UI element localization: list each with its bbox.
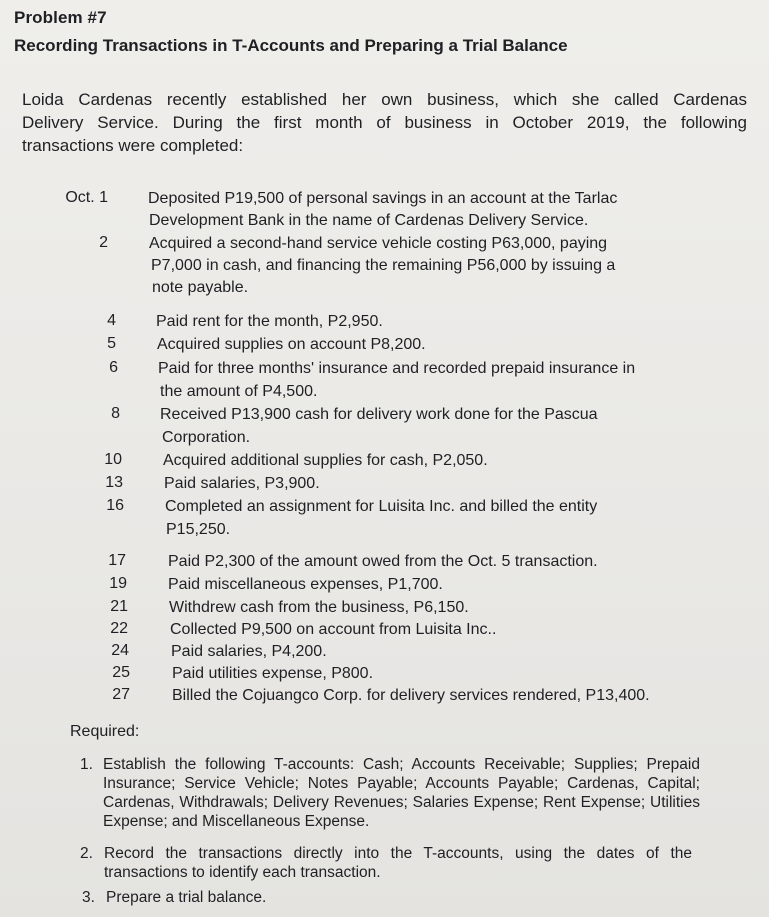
transaction-date: 6 [109,359,118,376]
transaction-text: Paid for three months' insurance and recorded prepaid insurance in [158,360,636,377]
transaction-text: Billed the Cojuangco Corp. for delivery services rendered, P13,400. [172,687,650,704]
intro-line: Loida Cardenas recently established her own business, which she called Cardenas [22,90,747,109]
required-item-number: 2. [80,845,93,862]
transaction-text: Paid salaries, P3,900. [164,475,320,492]
transaction-text: Paid rent for the month, P2,950. [156,313,383,330]
required-item-number: 3. [82,889,95,906]
transaction-text: Received P13,900 cash for delivery work done for the Pascua [160,406,598,423]
transaction-text: the amount of P4,500. [160,383,318,400]
intro-line: transactions were completed: [22,136,244,155]
intro-paragraph [22,88,747,157]
transaction-date: 8 [111,405,120,422]
transaction-text: Deposited P19,500 of personal savings in an account at the Tarlac [148,190,618,207]
transaction-text: Withdrew cash from the business, P6,150. [169,599,469,616]
intro-line: Delivery Service. During the first month of business in October 2019, the following [22,113,747,132]
transaction-text: Paid utilities expense, P800. [172,665,374,682]
transaction-text: Acquired supplies on account P8,200. [157,336,426,353]
required-heading: Required: [70,723,140,740]
required-item-text: Insurance; Service Vehicle; Notes Payable; Accounts Payable; Cardenas, Capital; [103,775,700,792]
transaction-date: 25 [112,664,130,681]
transaction-date: 22 [110,620,128,637]
required-item-text: Prepare a trial balance. [106,889,267,906]
problem-title: Recording Transactions in T-Accounts and Preparing a Trial Balance [14,36,568,55]
required-item-text: Cardenas, Withdrawals; Delivery Revenues; Salaries Expense; Rent Expense; Utilities [103,794,700,811]
transaction-text: Paid salaries, P4,200. [171,643,327,660]
transaction-date: 24 [111,642,129,659]
problem-number: Problem #7 [14,8,107,27]
transaction-text: P15,250. [166,521,231,538]
transaction-text: note payable. [152,279,249,296]
transaction-date: Oct. 1 [65,189,108,206]
transaction-date: 13 [105,474,123,491]
transaction-date: 10 [104,451,122,468]
transaction-text: Completed an assignment for Luisita Inc. and billed the entity [165,498,598,515]
required-item-number: 1. [80,756,93,773]
transaction-text: Paid miscellaneous expenses, P1,700. [168,576,443,593]
required-item-text: Expense; and Miscellaneous Expense. [103,813,370,830]
required-item-text: Establish the following T-accounts: Cash; Accounts Receivable; Supplies; Prepaid [103,756,700,773]
transaction-date: 4 [107,312,116,329]
transaction-date: 21 [110,598,128,615]
transaction-text: Development Bank in the name of Cardenas Delivery Service. [149,212,589,229]
transaction-text: Paid P2,300 of the amount owed from the Oct. 5 transaction. [168,553,598,570]
transaction-text: Collected P9,500 on account from Luisita Inc.. [170,621,497,638]
transaction-date: 5 [107,335,116,352]
transaction-date: 17 [108,552,126,569]
transaction-date: 19 [109,575,127,592]
transaction-text: P7,000 in cash, and financing the remaining P56,000 by issuing a [151,257,616,274]
transaction-text: Acquired additional supplies for cash, P2,050. [163,452,488,469]
transaction-date: 16 [106,497,124,514]
transaction-text: Corporation. [162,429,251,446]
required-item-text: transactions to identify each transaction. [104,864,381,881]
required-item-text: Record the transactions directly into the T-accounts, using the dates of the [104,845,692,862]
transaction-date: 2 [99,234,108,251]
transaction-date: 27 [112,686,130,703]
transaction-text: Acquired a second-hand service vehicle costing P63,000, paying [149,235,608,252]
